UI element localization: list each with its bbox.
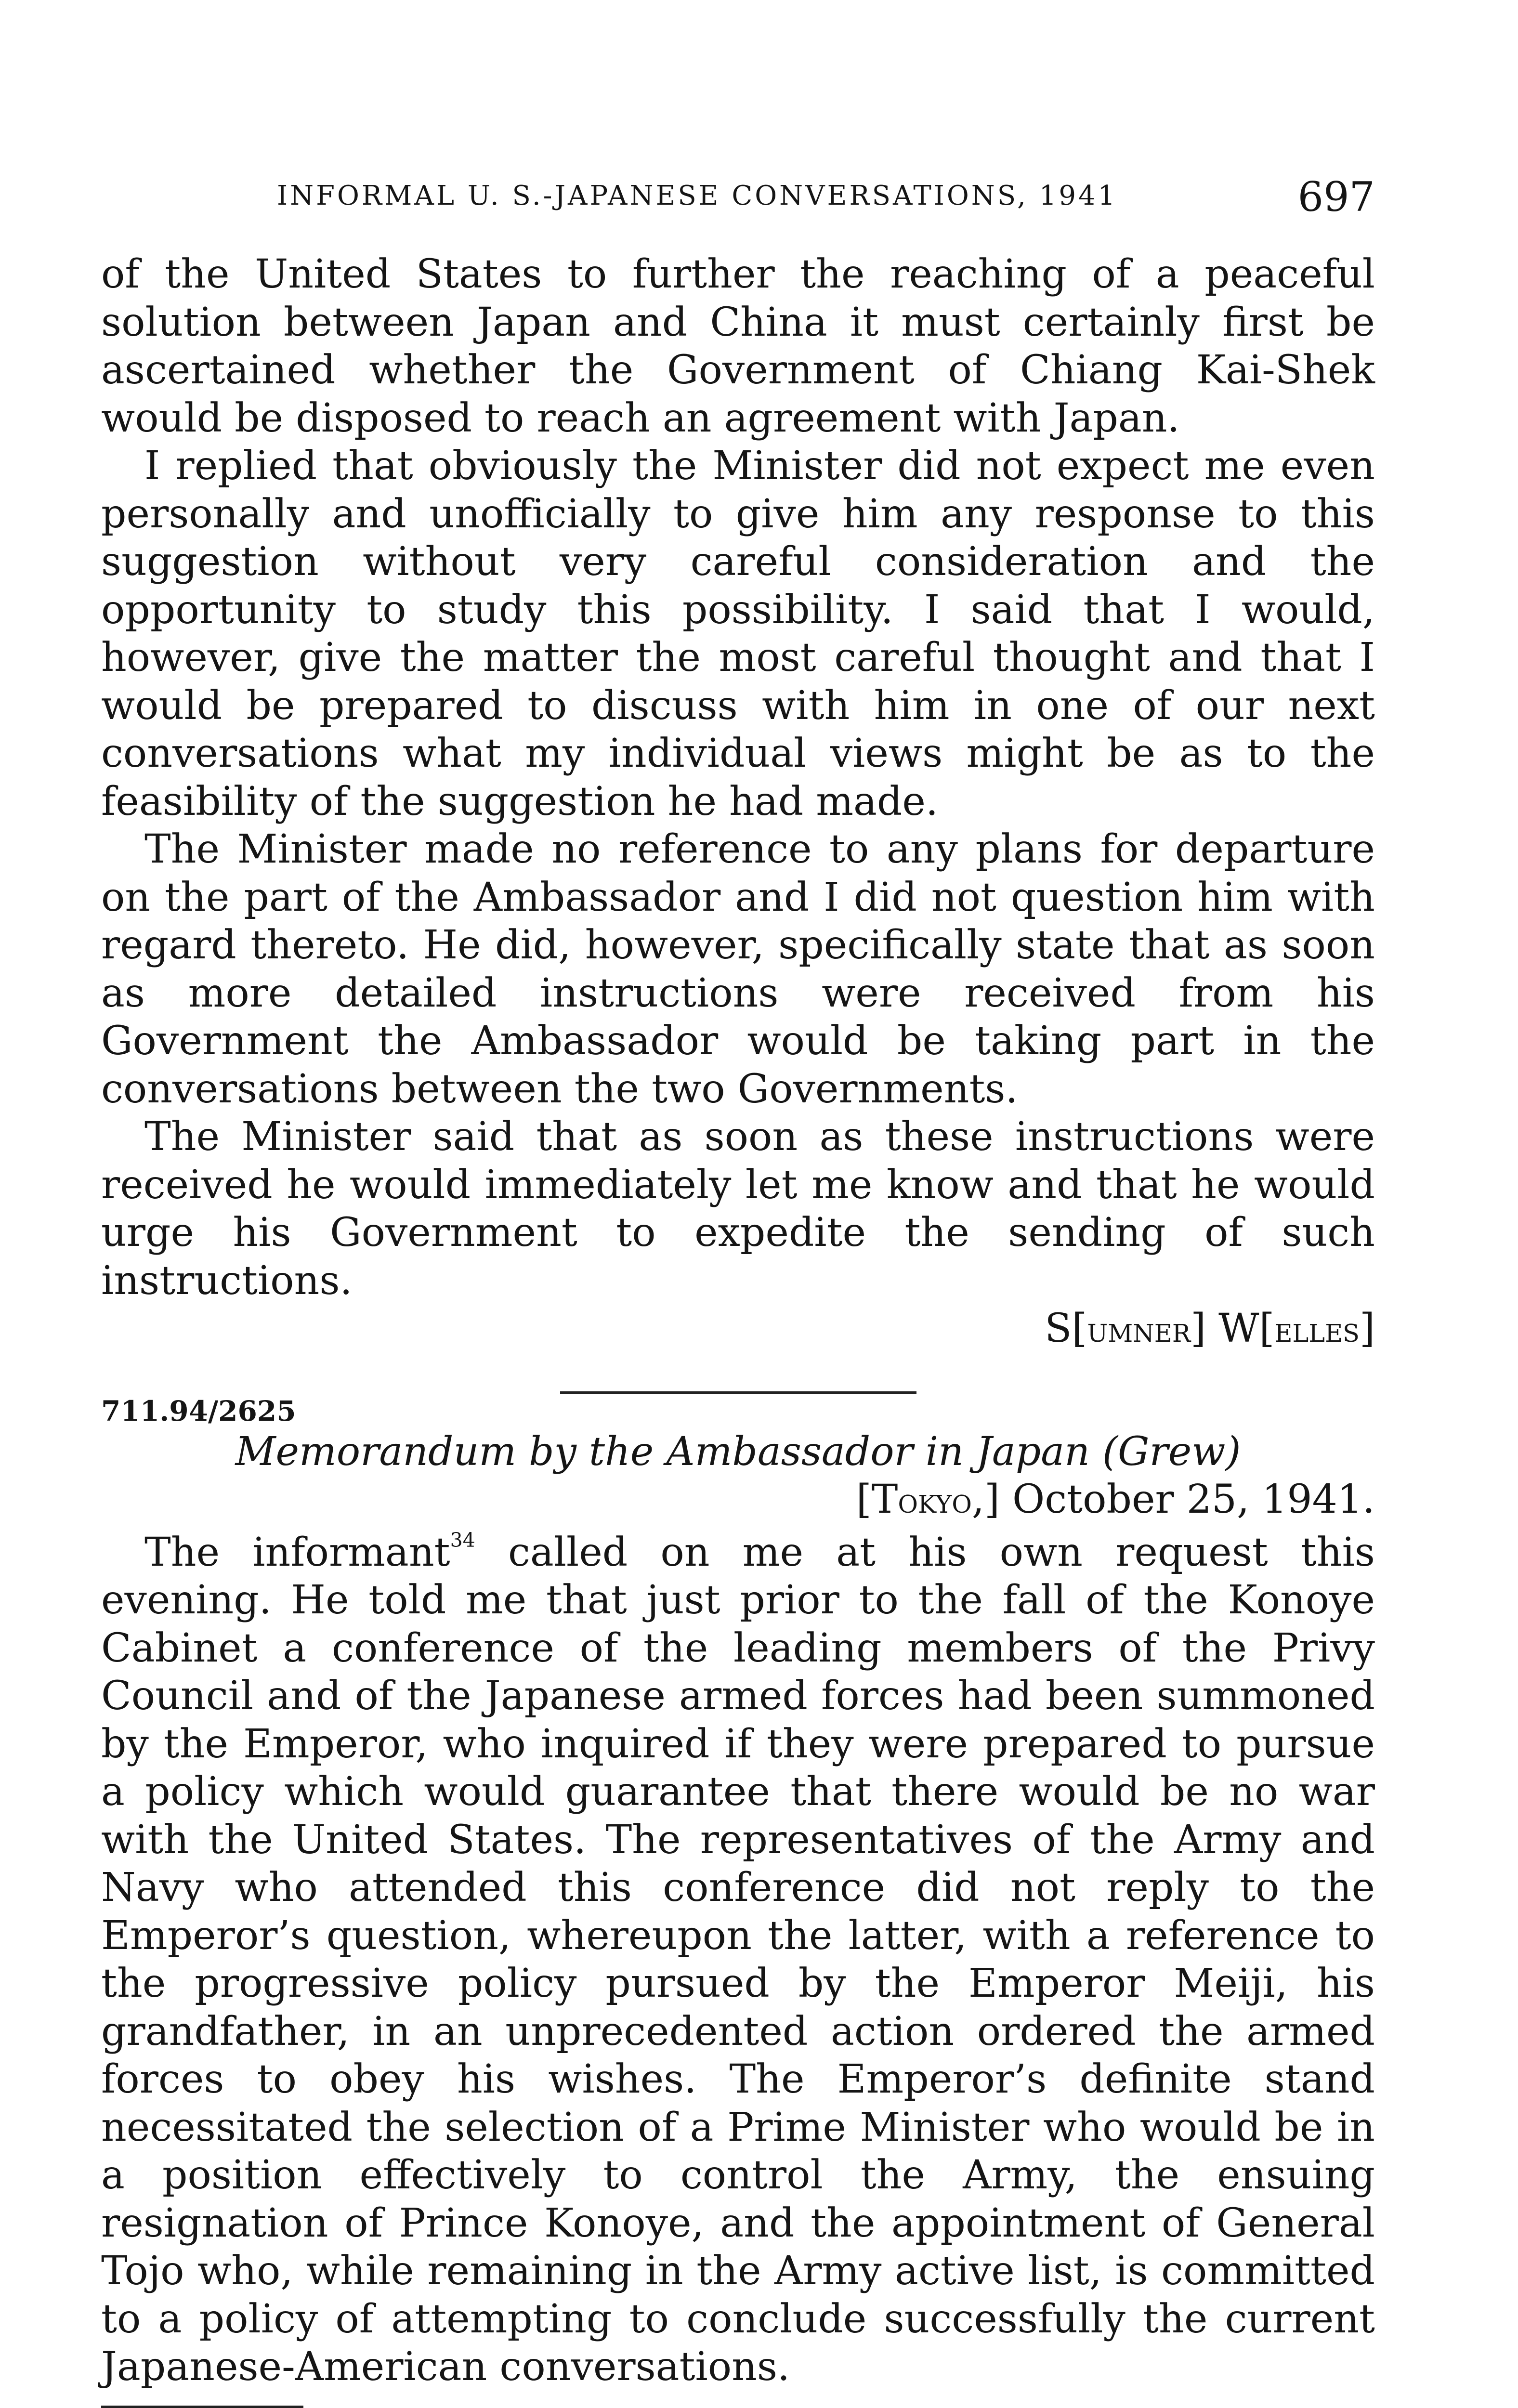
paragraph: The Minister made no reference to any plans for departure on the part of the Ambassador and I did not question him with regard thereto. He did, however, specifically state that as soon as more detailed instructions were received from his Government the Ambassador would be taking part in the conversations between the two Governments. xyxy=(101,826,1375,1112)
running-head: INFORMAL U. S.-JAPANESE CONVERSATIONS, 1941 xyxy=(277,180,1118,211)
footnote-reference[interactable]: 34 xyxy=(450,1528,475,1552)
dateline: [TOKYO,] October 25, 1941. xyxy=(856,1477,1375,1522)
file-number: 711.94/2625 xyxy=(101,1394,296,1427)
body-text xyxy=(101,250,1375,2408)
memo-paragraph: The informant$^{34}$ called on me at his own request this evening. He told me that just prior to the fall of the Konoye Cabinet a conference of the leading members of the Privy Council and of the Japanese armed forces had been summoned by the Emperor, who inquired if they were prepared to pursue a policy which would guarantee that there would be no war with the United States. The representatives of the Army and Navy who attended this conference did not reply to the Emperor’s question, whereupon the latter, with a reference to the progressive policy pursued by the Emperor Meiji, his grandfather, in an unprecedented action ordered the armed forces to obey his wishes. The Emperor’s definite stand necessitated the selection of a Prime Minister who would be in a position effectively to control the Army, the ensuing resignation of Prince Konoye, and the appointment of General Tojo who, while remaining in the Army active list, is committed to a policy of attempting to conclude successfully the current Japanese-American conversations. xyxy=(101,1528,1375,2390)
paragraph: I replied that obviously the Minister did not expect me even personally and unofficially to give him any response to this suggestion without very careful consideration and the opportunity to study this possibility. I said that I would, however, give the matter the most careful thought and that I would be prepared to discuss with him in one of our next conversations what my individual views might be as to the feasibility of the suggestion he had made. xyxy=(101,443,1375,824)
paragraph: The Minister said that as soon as these instructions were received he would immediately let me know and that he would urge his Government to expedite the sending of such instructions. xyxy=(101,1114,1375,1304)
signature: S[UMNER] W[ELLES] xyxy=(1045,1306,1375,1351)
footnote-divider xyxy=(101,2406,303,2408)
page-header xyxy=(277,173,1375,222)
document-title: Memorandum by the Ambassador in Japan (Grew) xyxy=(235,1428,1241,1475)
paragraph-continued: of the United States to further the reaching of a peaceful solution between Japan and China it must certainly first be ascertained whether the Government of Chiang Kai-Shek would be disposed to reach an agreement with Japan. xyxy=(101,251,1375,441)
page-number: 697 xyxy=(1297,173,1375,221)
